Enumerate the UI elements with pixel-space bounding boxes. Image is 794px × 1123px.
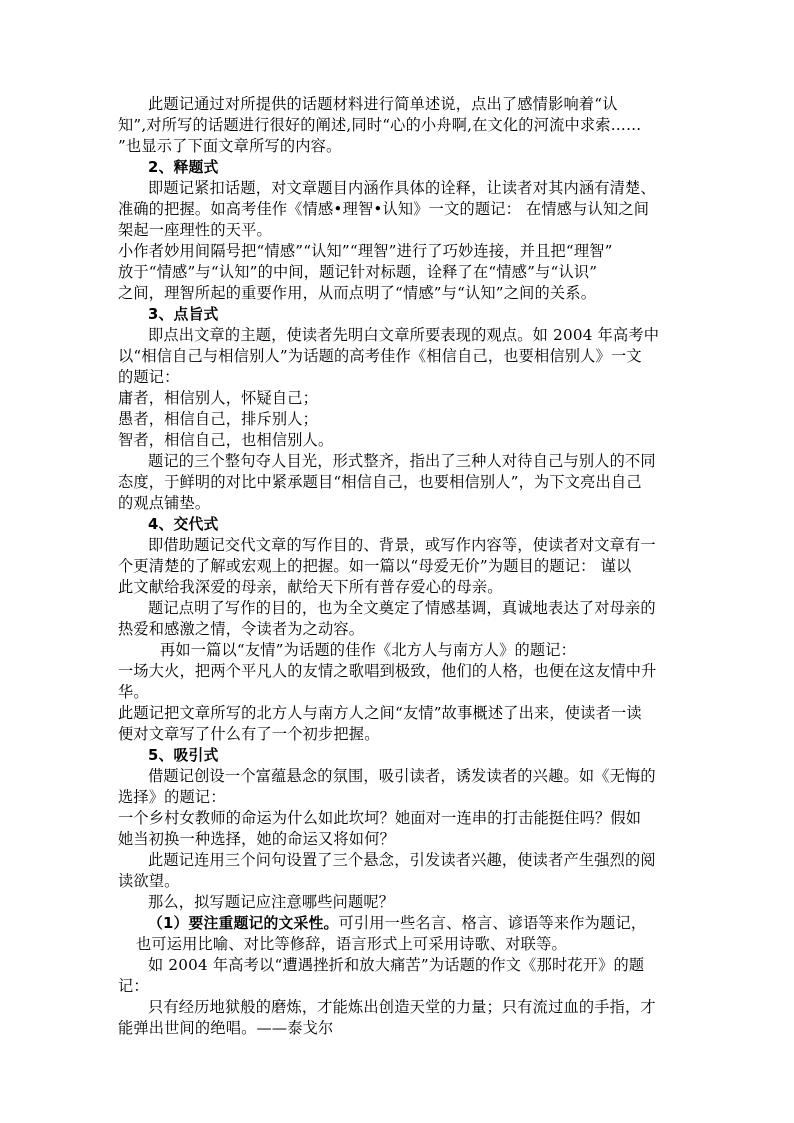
paragraph-line: 也可运用比喻、对比等修辞，语言形式上可采用诗歌、对联等。 [136,935,567,953]
paragraph-line: 即题记紧扣话题，对文章题目内涵作具体的诠释，让读者对其内涵有清楚、 [148,179,656,197]
paragraph-line: 借题记创设一个富蕴悬念的氛围，吸引读者，诱发读者的兴趣。如《无悔的 [148,767,656,785]
paragraph-line: 此题记通过对所提供的话题材料进行简单述说，点出了感情影响着“认 [148,95,618,113]
paragraph-line: 此文献给我深爱的母亲，献给天下所有普存爱心的母亲。 [118,578,503,596]
paragraph-line: 态度，于鲜明的对比中紧承题目“相信自己，也要相信别人”，为下文亮出自己 [118,473,642,491]
paragraph-line: 题记点明了写作的目的，也为全文奠定了情感基调，真诚地表达了对母亲的 [148,599,656,617]
paragraph-line: 小作者妙用间隔号把“情感”“认知”“理智”进行了巧妙连接，并且把“理智” [118,242,613,260]
paragraph-line: 个更清楚的了解或宏观上的把握。如一篇以“母爱无价”为题目的题记： 谨以 [118,557,632,575]
quote-line: 智者，相信自己，也相信别人。 [118,431,334,449]
paragraph-line: 准确的把握。如高考佳作《情感•理智•认知》一文的题记： 在情感与认知之间 [118,200,650,218]
quote-line: 她当初换一种选择，她的命运又将如何？ [118,830,395,848]
section-heading: 5、吸引式 [148,747,219,764]
paragraph-line: 题记的三个整句夺人目光，形式整齐，指出了三种人对待自己与别人的不同 [148,452,656,470]
paragraph-line: 便对文章写了什么有了一个初步把握。 [118,725,380,743]
tip-line [148,913,646,934]
paragraph-line: ”也显示了下面文章所写的内容。 [118,137,342,155]
tip-heading: （1）要注重题记的文采性。 [148,915,339,932]
quote-line: 只有经历地狱般的磨炼，才能炼出创造天堂的力量；只有流过血的手指，才 [148,998,656,1016]
quote-line: 庸者，相信别人，怀疑自己； [118,389,319,407]
paragraph-line: 读欲望。 [118,872,180,890]
paragraph-line: 放于“情感”与“认知”的中间，题记针对标题，诠释了在“情感”与“认识” [118,263,598,281]
paragraph-line: 知”,对所写的话题进行很好的阐述,同时“心的小舟啊,在文化的河流中求索…… [118,116,642,134]
paragraph-line: 再如一篇以“友情”为话题的佳作《北方人与南方人》的题记： [160,641,577,659]
quote-line: 一场大火，把两个平凡人的友情之歌唱到极致，他们的人格，也便在这友情中升 [118,662,657,680]
paragraph-line: 的观点铺垫。 [118,494,211,512]
paragraph-line: 记： [118,977,149,995]
quote-line: 一个乡村女教师的命运为什么如此坎坷？她面对一连串的打击能挺住吗？假如 [118,809,642,827]
section-heading: 3、点旨式 [148,306,219,323]
paragraph-line: 选择》的题记： [118,788,226,806]
paragraph-line: 那么，拟写题记应注意哪些问题呢？ [148,893,395,911]
section-heading: 2、释题式 [148,159,219,176]
paragraph-line: 如 2004 年高考以“遭遇挫折和放大痛苦”为话题的作文《那时花开》的题 [148,956,645,974]
paragraph-line: 即借助题记交代文章的写作目的、背景，或写作内容等，使读者对文章有一 [148,536,656,554]
section-heading: 4、交代式 [148,516,219,533]
paragraph-line: 架起一座理性的天平。 [118,221,272,239]
paragraph-line: 之间，理智所起的重要作用，从而点明了“情感”与“认知”之间的关系。 [118,284,597,302]
paragraph-line: 以“相信自己与相信别人”为话题的高考佳作《相信自己，也要相信别人》一文 [118,347,642,365]
paragraph-line: 此题记连用三个问句设置了三个悬念，引发读者兴趣，使读者产生强烈的阅 [148,851,656,869]
quote-line: 华。 [118,683,149,701]
paragraph-line: 热爱和感激之情，令读者为之动容。 [118,620,365,638]
quote-line: 愚者，相信自己，排斥别人； [118,410,319,428]
paragraph-line: 即点出文章的主题，使读者先明白文章所要表现的观点。如 2004 年高考中 [148,326,660,344]
paragraph-line: 的题记： [118,368,180,386]
paragraph-line: 此题记把文章所写的北方人与南方人之间“友情”故事概述了出来，使读者一读 [118,704,642,722]
quote-line: 能弹出世间的绝唱。——泰戈尔 [118,1019,334,1037]
tip-text: 可引用一些名言、格言、谚语等来作为题记， [338,914,647,932]
